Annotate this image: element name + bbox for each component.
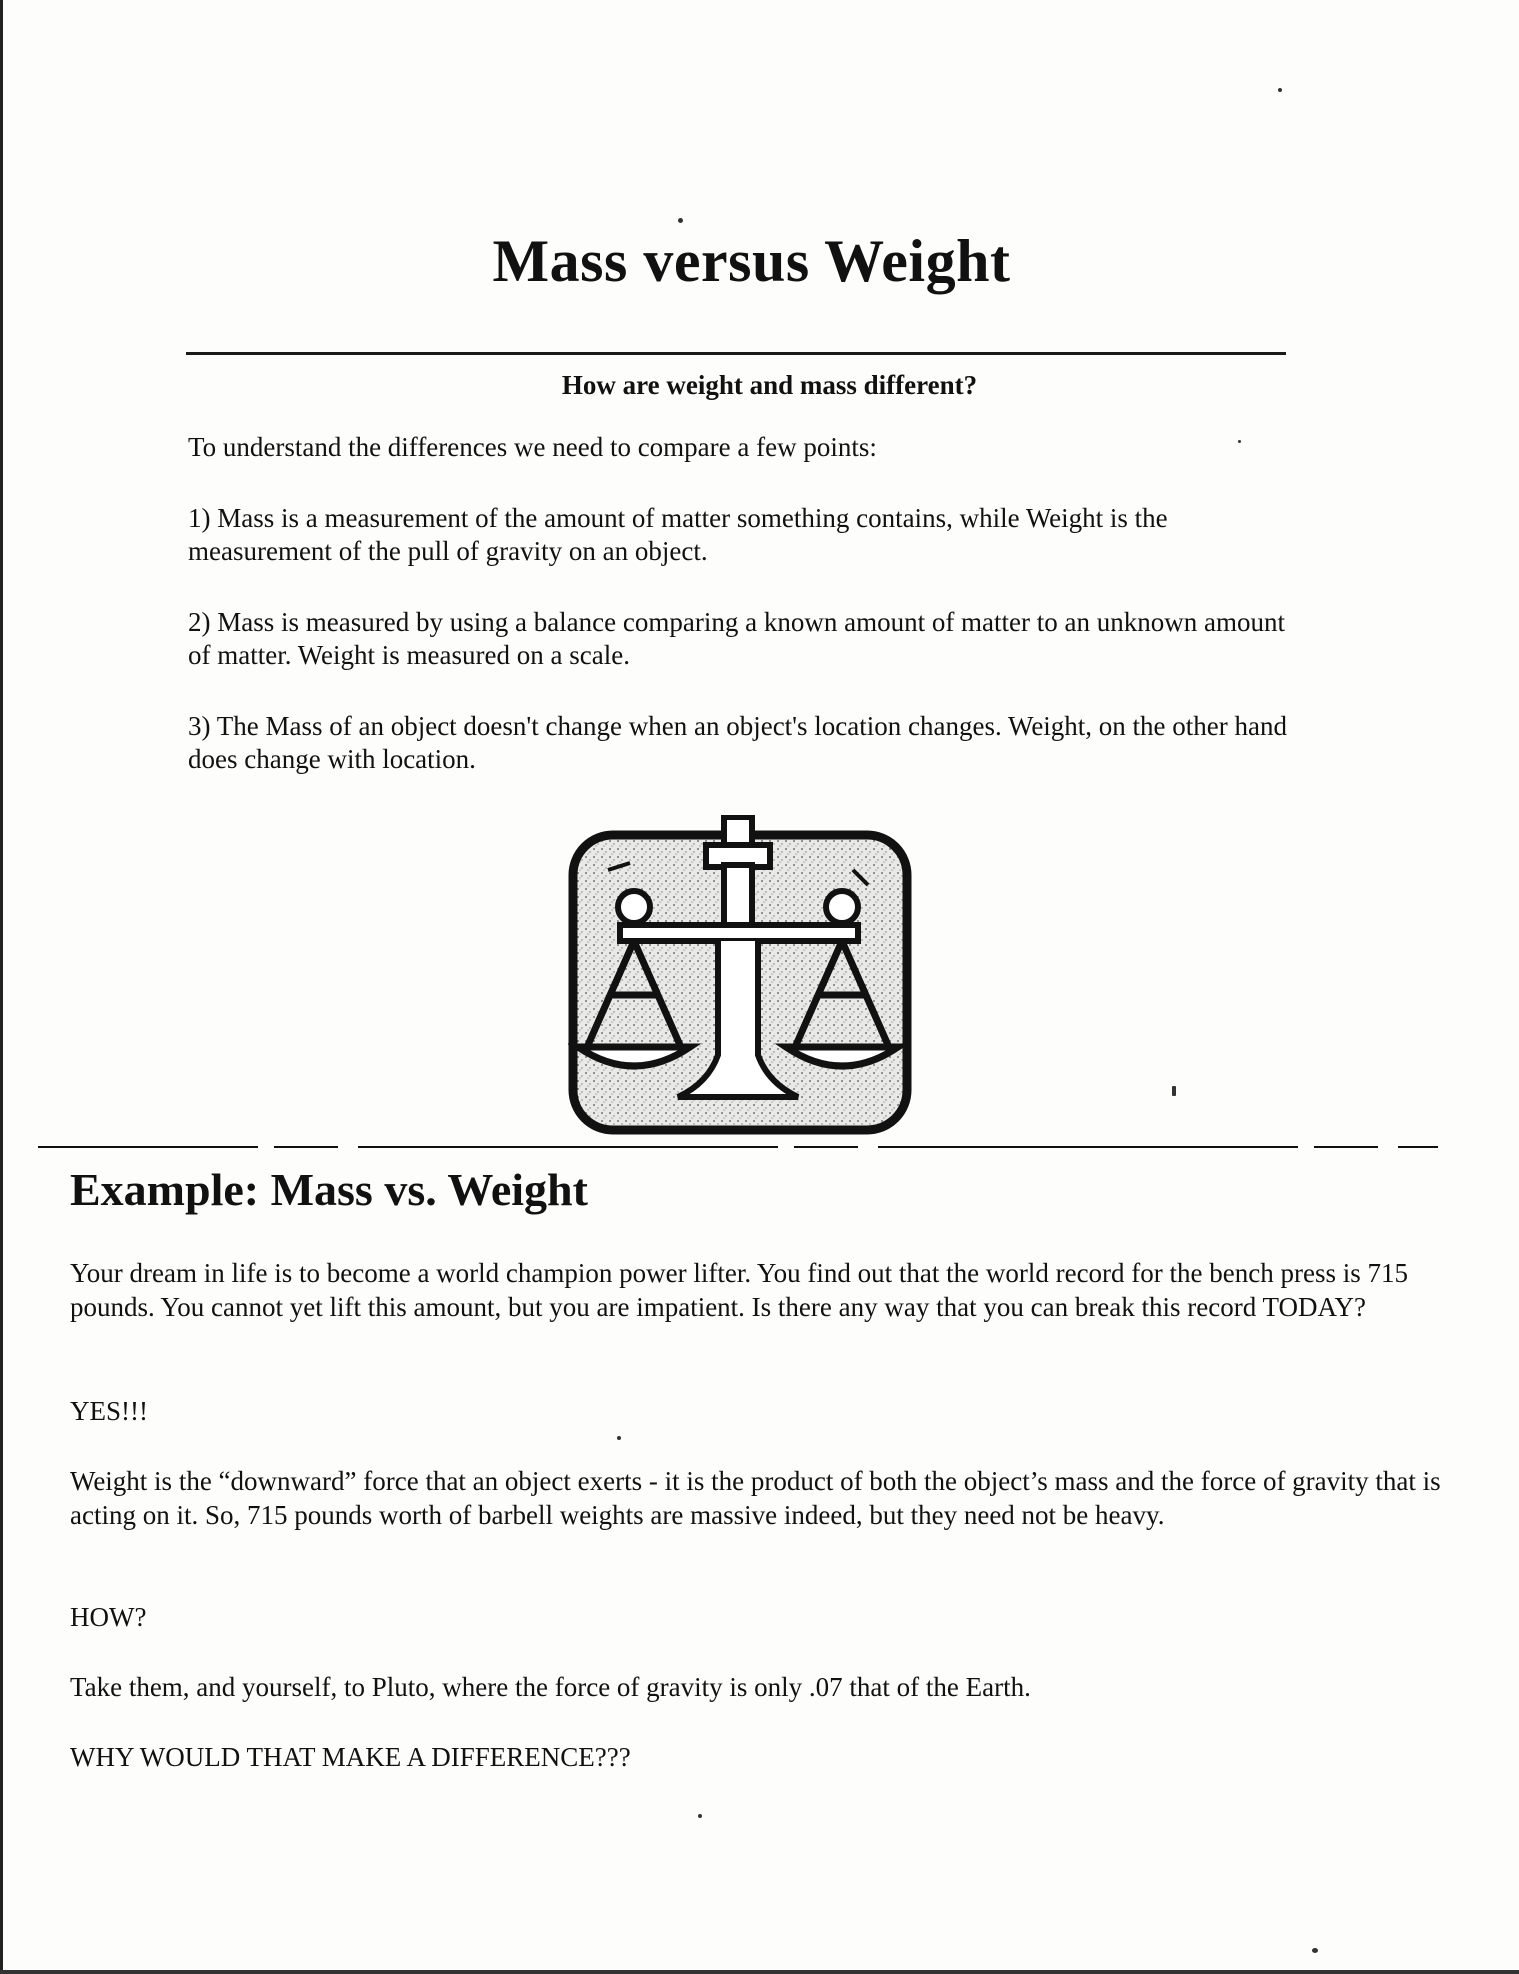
point-item: 1) Mass is a measurement of the amount of matter something contains, while Weight is the measurement of the pull of gravity on an object. (188, 503, 1168, 566)
scan-speck (698, 1814, 702, 1818)
scan-speck (1172, 1086, 1176, 1096)
point-item: 3) The Mass of an object doesn't change when an object's location changes. Weight, on the other hand does change with location. (188, 711, 1287, 774)
section-subtitle: How are weight and mass different? (561, 370, 978, 400)
point-item: 2) Mass is measured by using a balance comparing a known amount of matter to an unknown amount of matter. Weight is measured on a scale. (188, 607, 1285, 670)
scan-speck (1312, 1948, 1318, 1953)
scan-speck (617, 1436, 621, 1440)
scan-speck (1278, 88, 1282, 92)
scan-speck (1238, 440, 1241, 443)
example-paragraph: Your dream in life is to become a world champion power lifter. You find out that the world record for the bench press is 715 pounds. You cannot yet lift this amount, but you are impatient. Is there any way that you can break this record TODAY? (70, 1258, 1408, 1322)
example-heading: Example: Mass vs. Weight (70, 1164, 588, 1215)
example-paragraph: YES!!! (70, 1396, 148, 1426)
scan-speck (678, 218, 683, 223)
section-divider (38, 1146, 1438, 1148)
page-bottom-edge (0, 1970, 1519, 1974)
intro-text: To understand the differences we need to compare a few points: (188, 432, 877, 462)
example-paragraph: HOW? (70, 1602, 147, 1632)
title-divider (186, 352, 1286, 355)
example-paragraph: WHY WOULD THAT MAKE A DIFFERENCE??? (70, 1742, 631, 1772)
page-title: Mass versus Weight (492, 228, 1011, 294)
example-paragraph: Weight is the “downward” force that an object exerts - it is the product of both the object’s mass and the force of gravity that is acting on it. So, 715 pounds worth of barbell weights are massive indeed, but they need not be heavy. (70, 1466, 1441, 1530)
balance-scale-icon (568, 815, 912, 1135)
page-left-edge (0, 0, 3, 1974)
example-paragraph: Take them, and yourself, to Pluto, where the force of gravity is only .07 that of the Earth. (70, 1672, 1031, 1702)
